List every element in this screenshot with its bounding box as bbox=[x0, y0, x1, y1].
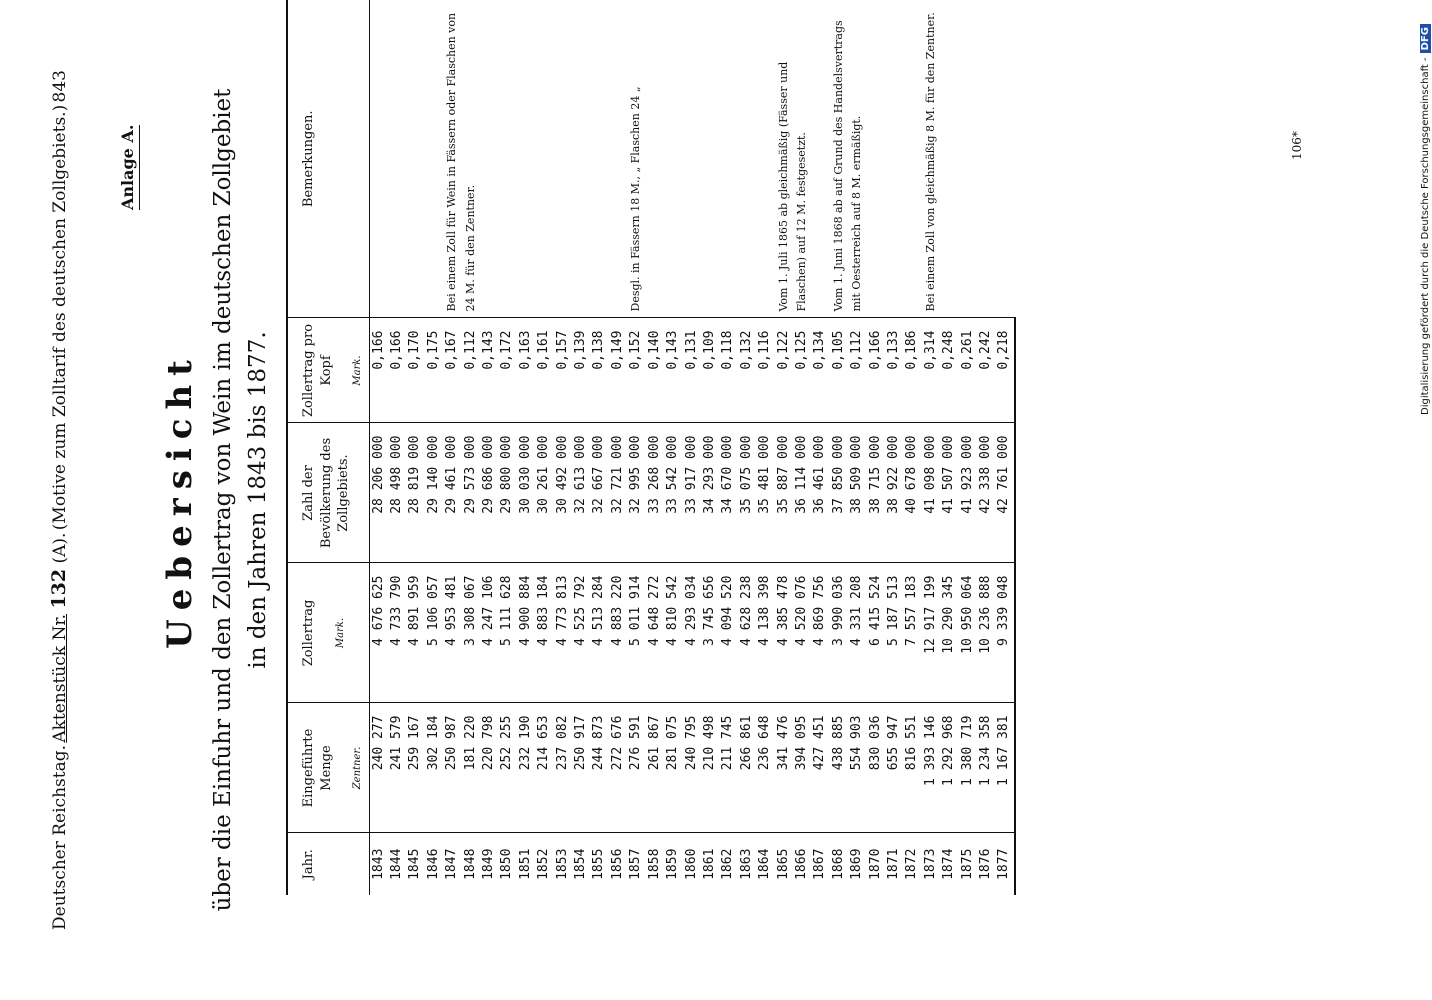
cell-quantity: 214 653 bbox=[535, 703, 553, 833]
cell-per-head: 0,248 bbox=[940, 318, 958, 423]
cell-quantity: 266 861 bbox=[738, 703, 756, 833]
cell-population: 33 542 000 bbox=[664, 423, 682, 563]
running-head-doc bbox=[48, 533, 70, 743]
cell-population: 29 573 000 bbox=[462, 423, 480, 563]
cell-per-head: 0,314 bbox=[922, 318, 940, 423]
cell-quantity: 181 220 bbox=[462, 703, 480, 833]
cell-population: 35 887 000 bbox=[775, 423, 793, 563]
cell-population: 36 114 000 bbox=[793, 423, 811, 563]
cell-quantity: 232 190 bbox=[517, 703, 535, 833]
cell-year: 1854 bbox=[573, 848, 589, 880]
cell-quantity: 240 795 bbox=[683, 703, 701, 833]
cell-year: 1862 bbox=[720, 848, 736, 880]
cell-population: 34 293 000 bbox=[701, 423, 719, 563]
cell-year: 1877 bbox=[995, 833, 1014, 895]
cell-per-head: 0,157 bbox=[554, 318, 572, 423]
table-header-row bbox=[287, 0, 369, 895]
cell-quantity: 250 987 bbox=[443, 703, 461, 833]
cell-population: 42 338 000 bbox=[977, 423, 995, 563]
cell-quantity: 302 184 bbox=[425, 703, 443, 833]
cell-per-head: 0,133 bbox=[885, 318, 903, 423]
dfg-logo-icon: DFG bbox=[1420, 24, 1431, 53]
wine-import-table bbox=[286, 0, 1016, 895]
cell-duty: 3 308 067 bbox=[462, 563, 480, 703]
cell-population: 37 850 000 bbox=[830, 423, 848, 563]
cell-quantity: 1 167 381 bbox=[995, 703, 1014, 833]
cell-per-head: 0,105 bbox=[830, 318, 848, 423]
cell-year: 1843 bbox=[370, 848, 386, 880]
cell-year: 1845 bbox=[407, 848, 423, 880]
cell-quantity: 211 745 bbox=[719, 703, 737, 833]
cell-per-head: 0,112 bbox=[848, 318, 866, 423]
remark-empty bbox=[406, 0, 424, 318]
cell-quantity: 816 551 bbox=[903, 703, 921, 833]
cell-year: 1858 bbox=[646, 848, 662, 880]
cell-population: 32 667 000 bbox=[590, 423, 608, 563]
cell-year: 1852 bbox=[536, 848, 552, 880]
cell-duty: 4 385 478 bbox=[775, 563, 793, 703]
unit-quantity: Zentner. bbox=[352, 746, 364, 790]
cell-population: 29 140 000 bbox=[425, 423, 443, 563]
doc-suffix: (A). bbox=[50, 532, 70, 564]
cell-per-head: 0,143 bbox=[664, 318, 682, 423]
cell-population: 30 261 000 bbox=[535, 423, 553, 563]
table-row bbox=[627, 0, 645, 895]
cell-population: 36 461 000 bbox=[811, 423, 829, 563]
table-row bbox=[830, 0, 848, 895]
cell-duty: 5 111 628 bbox=[498, 563, 516, 703]
table-row bbox=[406, 0, 424, 895]
cell-quantity: 236 648 bbox=[756, 703, 774, 833]
cell-population: 40 678 000 bbox=[903, 423, 921, 563]
cell-population: 41 507 000 bbox=[940, 423, 958, 563]
cell-quantity: 250 917 bbox=[572, 703, 590, 833]
remark-1873: Bei einem Zoll von gleichmäßig 8 M. für den Zentner. bbox=[922, 0, 1015, 318]
cell-population: 30 492 000 bbox=[554, 423, 572, 563]
cell-year: 1872 bbox=[904, 848, 920, 880]
cell-quantity: 1 380 719 bbox=[959, 703, 977, 833]
annex-label: Anlage A. bbox=[118, 125, 140, 210]
cell-duty: 6 415 524 bbox=[867, 563, 885, 703]
cell-population: 34 670 000 bbox=[719, 423, 737, 563]
cell-quantity: 1 292 968 bbox=[940, 703, 958, 833]
cell-year: 1861 bbox=[701, 848, 717, 880]
header-year: Jahr. bbox=[287, 833, 369, 895]
cell-per-head: 0,172 bbox=[498, 318, 516, 423]
cell-quantity: 259 167 bbox=[406, 703, 424, 833]
cell-per-head: 0,112 bbox=[462, 318, 480, 423]
cell-duty: 4 676 625 bbox=[369, 563, 388, 703]
cell-per-head: 0,218 bbox=[995, 318, 1014, 423]
cell-per-head: 0,118 bbox=[719, 318, 737, 423]
cell-duty: 4 247 106 bbox=[480, 563, 498, 703]
cell-population: 41 923 000 bbox=[959, 423, 977, 563]
cell-quantity: 276 591 bbox=[627, 703, 645, 833]
cell-quantity: 554 903 bbox=[848, 703, 866, 833]
cell-duty: 4 733 790 bbox=[388, 563, 406, 703]
cell-per-head: 0,175 bbox=[425, 318, 443, 423]
cell-population: 33 268 000 bbox=[646, 423, 664, 563]
cell-per-head: 0,166 bbox=[867, 318, 885, 423]
cell-per-head: 0,140 bbox=[646, 318, 664, 423]
cell-duty: 4 293 034 bbox=[683, 563, 701, 703]
remark-1847: Bei einem Zoll für Wein in Fässern oder Flaschen von 24 M. für den Zentner. bbox=[443, 0, 627, 318]
cell-per-head: 0,166 bbox=[369, 318, 388, 423]
cell-population: 33 917 000 bbox=[683, 423, 701, 563]
cell-duty: 10 950 064 bbox=[959, 563, 977, 703]
remark-1857: Desgl. in Fässern 18 M., „ Flaschen 24 „ bbox=[627, 0, 774, 318]
cell-per-head: 0,143 bbox=[480, 318, 498, 423]
cell-year: 1870 bbox=[867, 848, 883, 880]
cell-duty: 5 011 914 bbox=[627, 563, 645, 703]
doc-prefix: Aktenstück Nr. bbox=[50, 613, 70, 743]
cell-per-head: 0,261 bbox=[959, 318, 977, 423]
cell-per-head: 0,152 bbox=[627, 318, 645, 423]
cell-duty: 4 869 756 bbox=[811, 563, 829, 703]
cell-quantity: 240 277 bbox=[369, 703, 388, 833]
running-head-note: (Motive zum Zolltarif des deutschen Zollgebiets.) bbox=[50, 104, 70, 531]
cell-duty: 4 883 184 bbox=[535, 563, 553, 703]
cell-duty: 9 339 048 bbox=[995, 563, 1014, 703]
cell-duty: 4 648 272 bbox=[646, 563, 664, 703]
doc-number: 132 bbox=[48, 568, 70, 609]
cell-quantity: 261 867 bbox=[646, 703, 664, 833]
cell-year: 1860 bbox=[683, 848, 699, 880]
cell-duty: 4 900 884 bbox=[517, 563, 535, 703]
cell-quantity: 237 082 bbox=[554, 703, 572, 833]
cell-year: 1857 bbox=[628, 848, 644, 880]
cell-year: 1867 bbox=[812, 848, 828, 880]
cell-quantity: 341 476 bbox=[775, 703, 793, 833]
title-main: Uebersicht bbox=[160, 351, 200, 649]
cell-year: 1853 bbox=[554, 848, 570, 880]
cell-year: 1851 bbox=[517, 848, 533, 880]
cell-year: 1874 bbox=[941, 848, 957, 880]
remark-1865: Vom 1. Juli 1865 ab gleichmäßig (Fässer und Flaschen) auf 12 M. festgesetzt. bbox=[775, 0, 830, 318]
cell-per-head: 0,122 bbox=[775, 318, 793, 423]
cell-population: 32 995 000 bbox=[627, 423, 645, 563]
cell-quantity: 1 393 146 bbox=[922, 703, 940, 833]
cell-quantity: 655 947 bbox=[885, 703, 903, 833]
cell-year: 1873 bbox=[922, 848, 938, 880]
cell-duty: 4 331 208 bbox=[848, 563, 866, 703]
cell-population: 35 075 000 bbox=[738, 423, 756, 563]
table-row bbox=[775, 0, 793, 895]
cell-per-head: 0,134 bbox=[811, 318, 829, 423]
cell-quantity: 281 075 bbox=[664, 703, 682, 833]
cell-population: 38 509 000 bbox=[848, 423, 866, 563]
cell-year: 1844 bbox=[389, 848, 404, 880]
cell-per-head: 0,161 bbox=[535, 318, 553, 423]
cell-year: 1846 bbox=[425, 848, 441, 880]
dfg-credit bbox=[1420, 24, 1431, 415]
cell-year: 1869 bbox=[849, 848, 865, 880]
dfg-text: Digitalisierung gefördert durch die Deutsche Forschungsgemeinschaft - bbox=[1420, 57, 1431, 415]
table-row bbox=[425, 0, 443, 895]
cell-duty: 3 745 656 bbox=[701, 563, 719, 703]
table-row bbox=[388, 0, 406, 895]
cell-year: 1847 bbox=[444, 848, 460, 880]
cell-duty: 4 094 520 bbox=[719, 563, 737, 703]
cell-quantity: 210 498 bbox=[701, 703, 719, 833]
cell-year: 1875 bbox=[959, 848, 975, 880]
cell-per-head: 0,163 bbox=[517, 318, 535, 423]
cell-population: 41 098 000 bbox=[922, 423, 940, 563]
cell-per-head: 0,109 bbox=[701, 318, 719, 423]
cell-quantity: 244 873 bbox=[590, 703, 608, 833]
cell-duty: 4 953 481 bbox=[443, 563, 461, 703]
header-duty: Zollertrag Mark. bbox=[287, 563, 369, 703]
cell-quantity: 830 036 bbox=[867, 703, 885, 833]
cell-year: 1871 bbox=[885, 848, 901, 880]
cell-quantity: 427 451 bbox=[811, 703, 829, 833]
cell-per-head: 0,116 bbox=[756, 318, 774, 423]
page-number: 843 bbox=[50, 70, 70, 103]
cell-year: 1848 bbox=[462, 848, 478, 880]
cell-population: 38 922 000 bbox=[885, 423, 903, 563]
cell-per-head: 0,166 bbox=[388, 318, 406, 423]
running-head-left: Deutscher Reichstag. bbox=[50, 745, 70, 930]
cell-duty: 4 883 220 bbox=[609, 563, 627, 703]
cell-year: 1863 bbox=[738, 848, 754, 880]
cell-year: 1866 bbox=[793, 848, 809, 880]
cell-per-head: 0,139 bbox=[572, 318, 590, 423]
unit-duty: Mark. bbox=[334, 617, 346, 649]
cell-per-head: 0,138 bbox=[590, 318, 608, 423]
cell-population: 35 481 000 bbox=[756, 423, 774, 563]
cell-per-head: 0,186 bbox=[903, 318, 921, 423]
cell-year: 1849 bbox=[481, 848, 497, 880]
title-line3: in den Jahren 1843 bis 1877. bbox=[245, 331, 271, 669]
cell-year: 1868 bbox=[830, 848, 846, 880]
table-row bbox=[369, 0, 388, 895]
cell-year: 1850 bbox=[499, 848, 515, 880]
header-quantity: Eingeführte Menge Zentner. bbox=[287, 703, 369, 833]
running-head bbox=[48, 70, 70, 930]
cell-duty: 4 773 813 bbox=[554, 563, 572, 703]
cell-population: 28 498 000 bbox=[388, 423, 406, 563]
cell-per-head: 0,149 bbox=[609, 318, 627, 423]
cell-duty: 3 990 036 bbox=[830, 563, 848, 703]
cell-year: 1856 bbox=[609, 848, 625, 880]
table-row bbox=[922, 0, 940, 895]
header-per-head: Zollertrag pro Kopf Mark. bbox=[287, 318, 369, 423]
cell-year: 1855 bbox=[591, 848, 607, 880]
remark-empty bbox=[425, 0, 443, 318]
cell-per-head: 0,242 bbox=[977, 318, 995, 423]
cell-duty: 4 525 792 bbox=[572, 563, 590, 703]
table-row bbox=[443, 0, 461, 895]
cell-population: 29 461 000 bbox=[443, 423, 461, 563]
cell-year: 1859 bbox=[665, 848, 681, 880]
header-remarks: Bemerkungen. bbox=[287, 0, 369, 318]
remark-empty bbox=[369, 0, 388, 318]
cell-quantity: 394 095 bbox=[793, 703, 811, 833]
cell-population: 28 819 000 bbox=[406, 423, 424, 563]
cell-year: 1864 bbox=[757, 848, 773, 880]
table-body bbox=[369, 0, 1015, 895]
header-population: Zahl der Bevölkerung des Zollgebiets. bbox=[287, 423, 369, 563]
cell-per-head: 0,131 bbox=[683, 318, 701, 423]
cell-duty: 4 628 238 bbox=[738, 563, 756, 703]
cell-population: 38 715 000 bbox=[867, 423, 885, 563]
cell-year: 1876 bbox=[978, 848, 993, 880]
cell-year: 1865 bbox=[775, 848, 791, 880]
cell-duty: 4 891 959 bbox=[406, 563, 424, 703]
cell-quantity: 1 234 358 bbox=[977, 703, 995, 833]
cell-duty: 4 138 398 bbox=[756, 563, 774, 703]
cell-duty: 5 106 057 bbox=[425, 563, 443, 703]
cell-population: 29 686 000 bbox=[480, 423, 498, 563]
cell-quantity: 438 885 bbox=[830, 703, 848, 833]
page-mark: 106* bbox=[1290, 131, 1304, 160]
unit-per-head: Mark. bbox=[352, 355, 364, 386]
cell-per-head: 0,167 bbox=[443, 318, 461, 423]
cell-quantity: 241 579 bbox=[388, 703, 406, 833]
cell-per-head: 0,125 bbox=[793, 318, 811, 423]
cell-quantity: 252 255 bbox=[498, 703, 516, 833]
cell-duty: 4 810 542 bbox=[664, 563, 682, 703]
cell-quantity: 220 798 bbox=[480, 703, 498, 833]
cell-population: 30 030 000 bbox=[517, 423, 535, 563]
cell-population: 28 206 000 bbox=[369, 423, 388, 563]
cell-per-head: 0,132 bbox=[738, 318, 756, 423]
cell-duty: 12 917 199 bbox=[922, 563, 940, 703]
remark-empty bbox=[388, 0, 406, 318]
cell-duty: 5 187 513 bbox=[885, 563, 903, 703]
cell-population: 29 800 000 bbox=[498, 423, 516, 563]
title-line2: über die Einfuhr und den Zollertrag von Wein im deutschen Zollgebiet bbox=[210, 88, 236, 912]
cell-duty: 10 236 888 bbox=[977, 563, 995, 703]
cell-population: 32 613 000 bbox=[572, 423, 590, 563]
remark-1868: Vom 1. Juni 1868 ab auf Grund des Handelsvertrags mit Oesterreich auf 8 M. ermäßigt. bbox=[830, 0, 922, 318]
cell-per-head: 0,170 bbox=[406, 318, 424, 423]
cell-duty: 4 520 076 bbox=[793, 563, 811, 703]
cell-quantity: 272 676 bbox=[609, 703, 627, 833]
cell-duty: 10 290 345 bbox=[940, 563, 958, 703]
cell-population: 42 761 000 bbox=[995, 423, 1014, 563]
cell-duty: 4 513 284 bbox=[590, 563, 608, 703]
cell-duty: 7 557 183 bbox=[903, 563, 921, 703]
cell-population: 32 721 000 bbox=[609, 423, 627, 563]
